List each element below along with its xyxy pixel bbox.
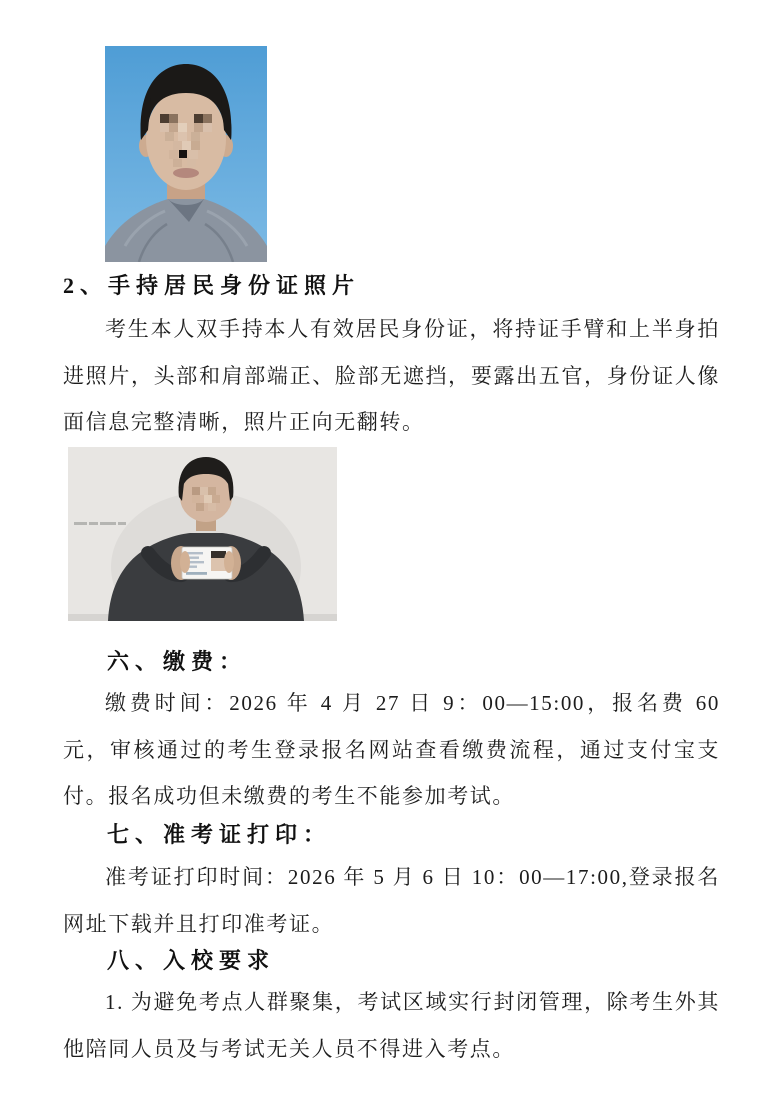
paragraph-admission-ticket-printing: 准考证打印时间：2026 年 5 月 6 日 10：00—17:00,登录报名网址下载并且打印准考证。 xyxy=(63,865,720,936)
photo-watermark xyxy=(74,522,126,525)
id-portrait-illustration xyxy=(105,46,267,262)
heading-payment: 六、缴费： xyxy=(107,649,248,674)
id-portrait-photo xyxy=(105,46,267,262)
heading-admission-ticket-printing: 七、准考证打印： xyxy=(107,822,332,847)
paragraph-school-entry-requirements: 1. 为避免考点人群聚集，考试区域实行封闭管理，除考生外其他陪同人员及与考试无关人员不得进入考点。 xyxy=(63,990,720,1061)
paragraph-handheld-id-photo: 考生本人双手持本人有效居民身份证，将持证手臂和上半身拍进照片，头部和肩部端正、脸部无遮挡，要露出五官，身份证人像面信息完整清晰，照片正向无翻转。 xyxy=(63,317,720,434)
paragraph-payment: 缴费时间：2026 年 4 月 27 日 9：00—15:00，报名费 60 元，审核通过的考生登录报名网站查看缴费流程，通过支付宝支付。报名成功但未缴费的考生不能参加考试。 xyxy=(63,691,720,808)
holding-id-card-photo xyxy=(68,447,337,621)
heading-school-entry-requirements: 八、入校要求 xyxy=(107,948,276,973)
heading-handheld-id-photo: 2、手持居民身份证照片 xyxy=(63,273,361,298)
holding-id-card-illustration xyxy=(68,447,337,621)
